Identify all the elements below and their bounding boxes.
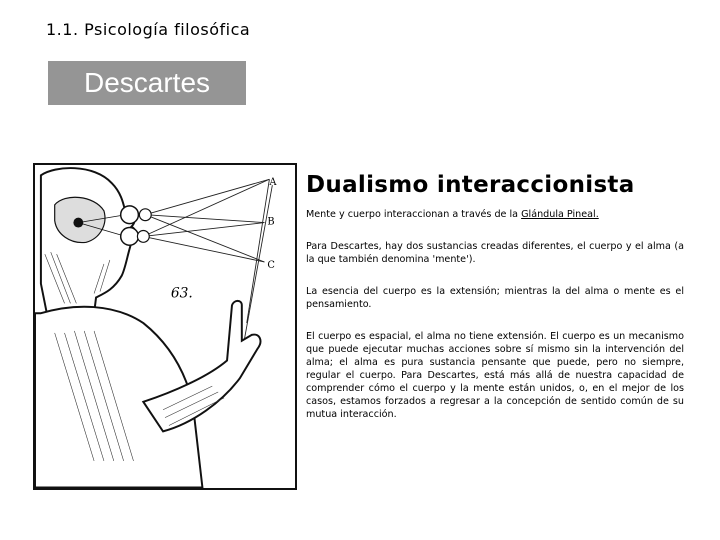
paragraph-interaction <box>306 208 684 221</box>
pineal-gland-link[interactable]: Glándula Pineal. <box>521 209 599 220</box>
paragraph-interaction-text: Mente y cuerpo interaccionan a través de la <box>306 209 522 220</box>
plate-number: 63. <box>170 285 193 302</box>
point-b-label: B <box>267 216 275 228</box>
paragraph-substances: Para Descartes, hay dos sustancias creadas diferentes, el cuerpo y el alma (a la que también denomina 'mente'). <box>306 241 684 265</box>
descartes-title-box <box>48 61 246 105</box>
heading-dualismo: Dualismo interaccionista <box>306 172 635 198</box>
descartes-pineal-illustration <box>33 163 297 490</box>
paragraph-essence: La esencia del cuerpo es la extensión; mientras la del alma o mente es el pensamiento. <box>306 286 684 310</box>
descartes-label: Descartes <box>83 67 211 98</box>
point-c-label: C <box>267 259 275 271</box>
paragraph-body-soul: El cuerpo es espacial, el alma no tiene extensión. El cuerpo es un mecanismo que puede ejecutar muchas acciones sobre sí mismo sin la intervención del alma; el alma es pura sustancia pensante que puede, pero no siempre, regular el cuerpo. Para Descartes, está más allá de nuestra capacidad de comprender cómo el cuerpo y la mente están unidos, o, en el mejor de los casos, estamos forzados a regresar a la concepción de sentido común de su mutua interacción. <box>306 331 684 420</box>
point-a-label: A <box>269 177 277 189</box>
section-title: 1.1. Psicología filosófica <box>46 20 251 39</box>
